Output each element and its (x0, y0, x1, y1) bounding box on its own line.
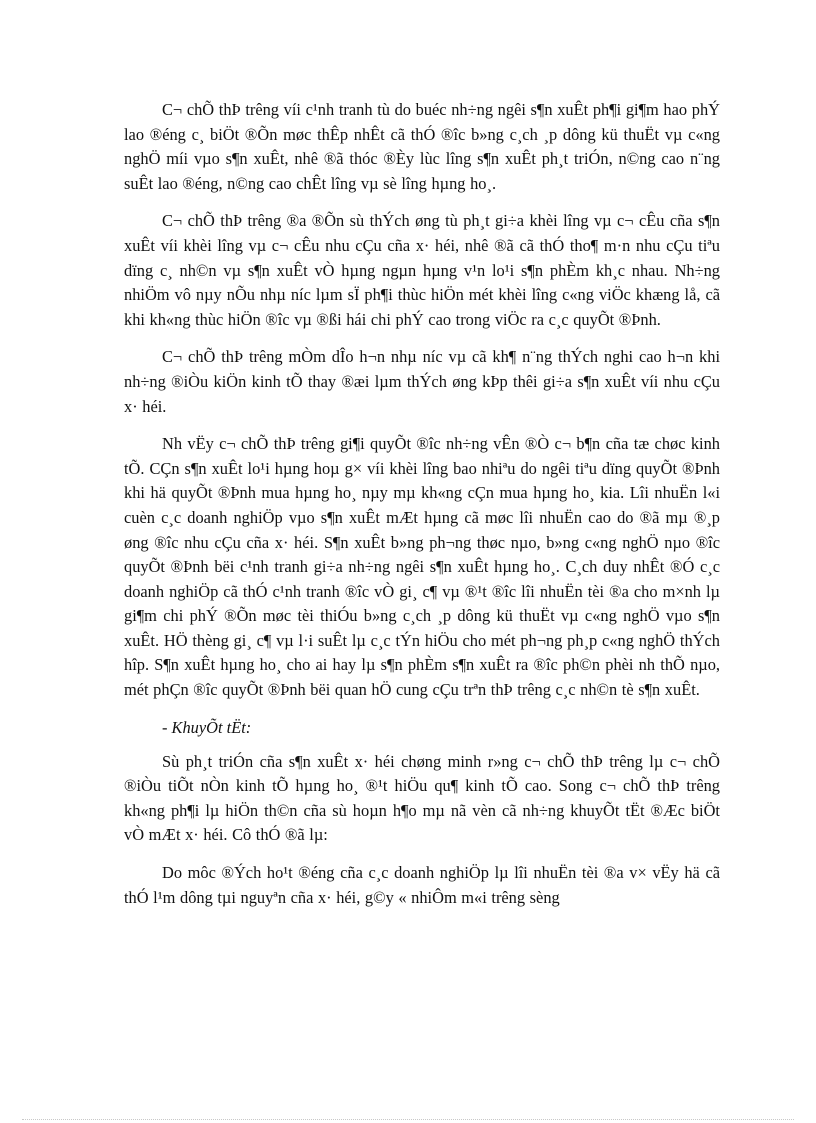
paragraph-3: C¬ chÕ thÞ trêng mÒm dÎo h¬n nhµ níc vµ cã kh¶ n¨ng thÝch nghi cao h¬n khi nh÷ng ®iÒu kiÖn kinh tÕ thay ®æi lµm thÝch øng kÞp thêi gi÷a s¶n xuÊt víi nhu cÇu x· héi. (124, 347, 720, 416)
paragraph-2: C¬ chÕ thÞ trêng ®a ®Õn sù thÝch øng tù ph¸t gi÷a khèi lîng vµ c¬ cÊu cña s¶n xuÊt víi khèi lîng vµ c¬ cÊu nhu cÇu cña x· héi, nhê ®ã cã thÓ tho¶ m·n nhu cÇu tiªu dïng c¸ nh©n vµ s¶n xuÊt vÒ hµng ngµn hµng v¹n lo¹i s¶n phÈm kh¸c nhau. Nh÷ng nhiÖm vô nµy nÕu nhµ níc lµm sÏ ph¶i thùc hiÖn mét khèi lîng c«ng viÖc khæng lå, cã khi kh«ng thùc hiÖn ®îc vµ ®ßi hái chi phÝ cao trong viÖc ra c¸c quyÕt ®Þnh. (124, 211, 720, 329)
paragraph-1: C¬ chÕ thÞ trêng víi c¹nh tranh tù do buéc nh÷ng ngêi s¶n xuÊt ph¶i gi¶m hao phÝ lao ®éng c¸ biÖt ®Õn møc thÊp nhÊt cã thÓ ®îc b»ng c¸ch ¸p dông kü thuËt vµ c«ng nghÖ míi vµo s¶n xuÊt, nhê ®ã thóc ®Èy lùc lîng s¶n xuÊt ph¸t triÓn, n©ng cao n¨ng suÊt lao ®éng, n©ng cao chÊt lîng vµ sè lîng hµng ho¸. (124, 100, 720, 193)
paragraph-6: Do môc ®Ých ho¹t ®éng cña c¸c doanh nghiÖp lµ lîi nhuËn tèi ®a v× vËy hä cã thÓ l¹m dông tµi nguyªn cña x· héi, g©y « nhiÔm m«i trêng sèng (124, 863, 720, 907)
page-bottom-border (22, 1119, 794, 1120)
paragraph-4: Nh vËy c¬ chÕ thÞ trêng gi¶i quyÕt ®îc nh÷ng vÊn ®Ò c¬ b¶n cña tæ chøc kinh tÕ. CÇn s¶n xuÊt lo¹i hµng hoµ g× víi khèi lîng bao nhiªu do ngêi tiªu dïng quyÕt ®Þnh khi hä quyÕt ®Þnh mua hµng ho¸ nµy mµ kh«ng cÇn mua hµng ho¸ kia. Lîi nhuËn l«i cuèn c¸c doanh nghiÖp vµo s¶n xuÊt mÆt hµng cã møc lîi nhuËn cao do ®ã mµ ®¸p øng ®îc nhu cÇu cña x· héi. S¶n xuÊt b»ng ph¬ng thøc nµo, b»ng c«ng nghÖ nµo ®îc quyÕt ®Þnh bëi c¹nh tranh gi÷a nh÷ng ngêi s¶n xuÊt hµng ho¸. C¸ch duy nhÊt ®Ó c¸c doanh nghiÖp cã thÓ c¹nh tranh ®îc vÒ gi¸ c¶ vµ ®¹t ®îc lîi nhuËn tèi ®a cho m×nh lµ gi¶m chi phÝ ®Õn møc tèi thiÓu b»ng c¸ch ¸p dông kü thuËt vµ c«ng nghÖ vµo s¶n xuÊt. HÖ thèng gi¸ c¶ vµ l·i suÊt lµ c¸c tÝn hiÖu cho mét ph¬ng ph¸p c«ng nghÖ thÝch hîp. S¶n xuÊt hµng ho¸ cho ai hay lµ s¶n phÈm s¶n xuÊt ra ®îc ph©n phèi nh thÕ nµo, mét phÇn ®îc quyÕt ®Þnh bëi quan hÖ cung cÇu trªn thÞ trêng c¸c nh©n tè s¶n xuÊt. (124, 434, 720, 700)
paragraph-5: Sù ph¸t triÓn cña s¶n xuÊt x· héi chøng minh r»ng c¬ chÕ thÞ trêng lµ c¬ chÕ ®iÒu tiÕt nÒn kinh tÕ hµng ho¸ ®¹t hiÖu qu¶ kinh tÕ cao. Song c¬ chÕ thÞ trêng kh«ng ph¶i lµ hiÖn th©n cña sù hoµn h¶o mµ nã vèn cã nh÷ng khuyÕt tËt ®Æc biÖt vÒ mÆt x· héi. Cô thÓ ®ã lµ: (124, 751, 720, 845)
section-subheading: - KhuyÕt tËt: (162, 717, 252, 737)
document-body (124, 98, 720, 923)
